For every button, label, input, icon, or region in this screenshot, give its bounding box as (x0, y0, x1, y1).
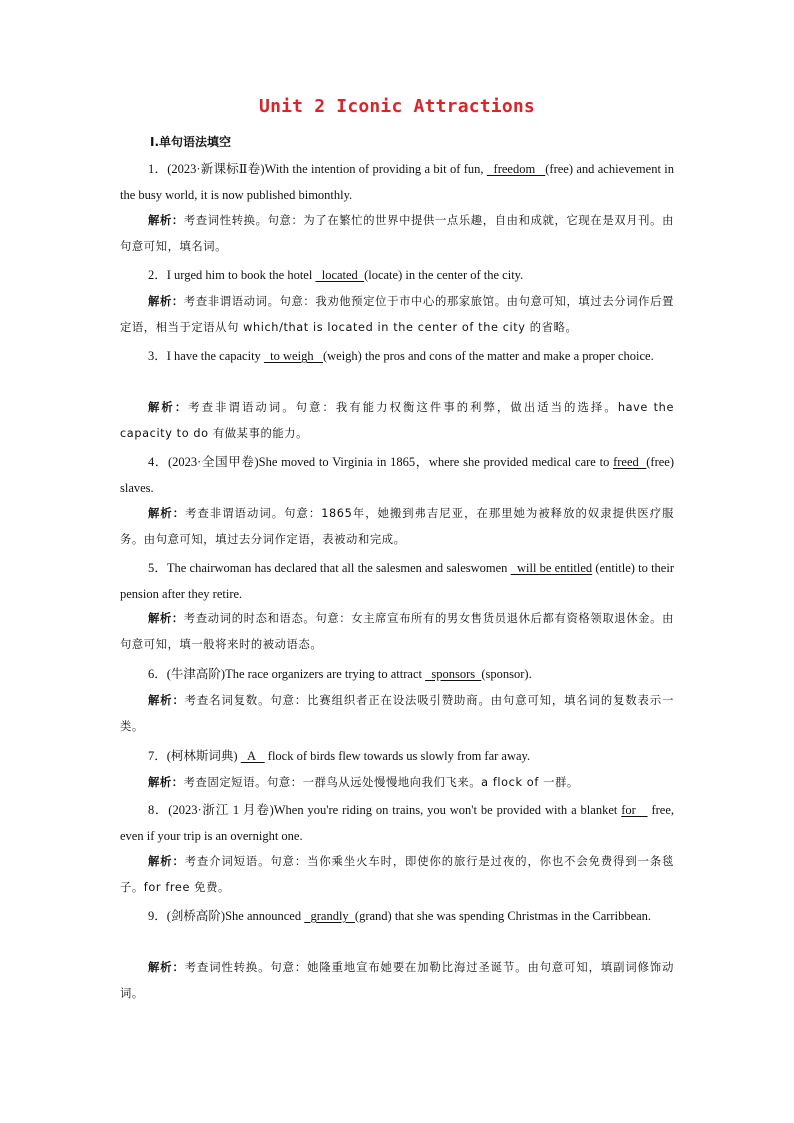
question-text: 7．(柯林斯词典) (148, 749, 241, 763)
question-text: 6．(牛津高阶)The race organizers are trying to attract (148, 667, 426, 681)
question-text: 2．I urged him to book the hotel (148, 268, 316, 282)
analysis-label: 解析： (148, 612, 184, 625)
analysis-1 (120, 208, 674, 260)
analysis-3 (120, 395, 674, 447)
analysis-8 (120, 849, 674, 901)
question-text: 1．(2023·新课标Ⅱ卷)With the intention of providing a bit of fun, (148, 162, 487, 176)
answer-blank: to weigh (263, 349, 323, 363)
analysis-label: 解析： (148, 401, 189, 414)
analysis-label: 解析： (148, 507, 186, 520)
analysis-7 (120, 770, 674, 796)
answer-blank: for (621, 803, 648, 817)
question-text: 4．(2023·全国甲卷)She moved to Virginia in 1865，where she provided medical care to (148, 455, 614, 469)
analysis-text: 考查非谓语动词。句意：1865年，她搬到弗吉尼亚，在那里她为被释放的奴隶提供医疗服务。由句意可知，填过去分词作定语，表被动和完成。 (120, 507, 674, 546)
question-text: (free) and achievement in the busy world, it is now published bimonthly. (120, 162, 674, 202)
answer-blank: freedom (486, 162, 546, 176)
analysis-4 (120, 501, 674, 553)
question-2 (120, 262, 674, 288)
question-text: free, even if your trip is an overnight one. (120, 803, 674, 843)
question-text: 5．The chairwoman has declared that all the salesmen and saleswomen (148, 561, 511, 575)
question-1 (120, 156, 674, 208)
analysis-label: 解析： (148, 295, 184, 308)
answer-blank: will be entitled (510, 561, 593, 575)
analysis-6 (120, 688, 674, 740)
question-8 (120, 797, 674, 849)
question-4 (120, 449, 674, 501)
analysis-label: 解析： (148, 961, 185, 974)
question-text: (sponsor). (481, 667, 532, 681)
question-text: 9．(剑桥高阶)She announced (148, 909, 305, 923)
answer-blank: freed (613, 455, 647, 469)
answer-blank: located (315, 268, 365, 282)
analysis-text: 考查固定短语。句意：一群鸟从远处慢慢地向我们飞来。a flock of 一群。 (183, 776, 579, 789)
question-3 (120, 343, 674, 369)
analysis-label: 解析： (148, 776, 184, 789)
analysis-text: 考查词性转换。句意：她隆重地宣布她要在加勒比海过圣诞节。由句意可知，填副词修饰动词。 (120, 961, 674, 1000)
page-title: Unit 2 Iconic Attractions (259, 96, 535, 117)
question-text: (locate) in the center of the city. (364, 268, 524, 282)
answer-blank: A (240, 749, 265, 763)
analysis-5 (120, 606, 674, 658)
analysis-text: 考查非谓语动词。句意：我劝他预定位于市中心的那家旅馆。由句意可知，填过去分词作后置定语，相当于定语从句 which/that is located in the center of the city 的省略。 (120, 295, 674, 334)
analysis-label: 解析： (148, 694, 185, 707)
question-9 (120, 903, 674, 929)
analysis-9 (120, 955, 674, 1007)
question-6 (120, 661, 674, 687)
analysis-2 (120, 289, 674, 341)
question-7 (120, 743, 674, 769)
analysis-text: 考查动词的时态和语态。句意：女主席宣布所有的男女售货员退休后都有资格领取退休金。由句意可知，填一般将来时的被动语态。 (120, 612, 674, 651)
question-text: 8．(2023·浙江 1 月卷)When you're riding on trains, you won't be provided with a blanket (148, 803, 622, 817)
analysis-label: 解析： (148, 855, 185, 868)
question-text: 3．I have the capacity (148, 349, 264, 363)
answer-blank: sponsors (425, 667, 482, 681)
answer-blank: grandly (304, 909, 355, 923)
question-text: (weigh) the pros and cons of the matter and make a proper choice. (322, 349, 654, 363)
analysis-label: 解析： (148, 214, 184, 227)
section-heading: Ⅰ.单句语法填空 (150, 135, 232, 149)
question-text: (free) slaves. (120, 455, 675, 495)
question-text: (entitle) to their pension after they retire. (120, 561, 674, 601)
question-5 (120, 555, 674, 607)
analysis-text: 考查非谓语动词。句意：我有能力权衡这件事的利弊，做出适当的选择。have the capacity to do 有做某事的能力。 (120, 401, 674, 440)
analysis-text: 考查词性转换。句意：为了在繁忙的世界中提供一点乐趣，自由和成就，它现在是双月刊。由句意可知，填名词。 (120, 214, 674, 253)
question-text: (grand) that she was spending Christmas in the Carribbean. (354, 909, 652, 923)
analysis-text: 考查名词复数。句意：比赛组织者正在设法吸引赞助商。由句意可知，填名词的复数表示一类。 (120, 694, 674, 733)
analysis-text: 考查介词短语。句意：当你乘坐火车时，即使你的旅行是过夜的，你也不会免费得到一条毯子。for free 免费。 (120, 855, 674, 894)
question-text: flock of birds flew towards us slowly from far away. (264, 749, 531, 763)
